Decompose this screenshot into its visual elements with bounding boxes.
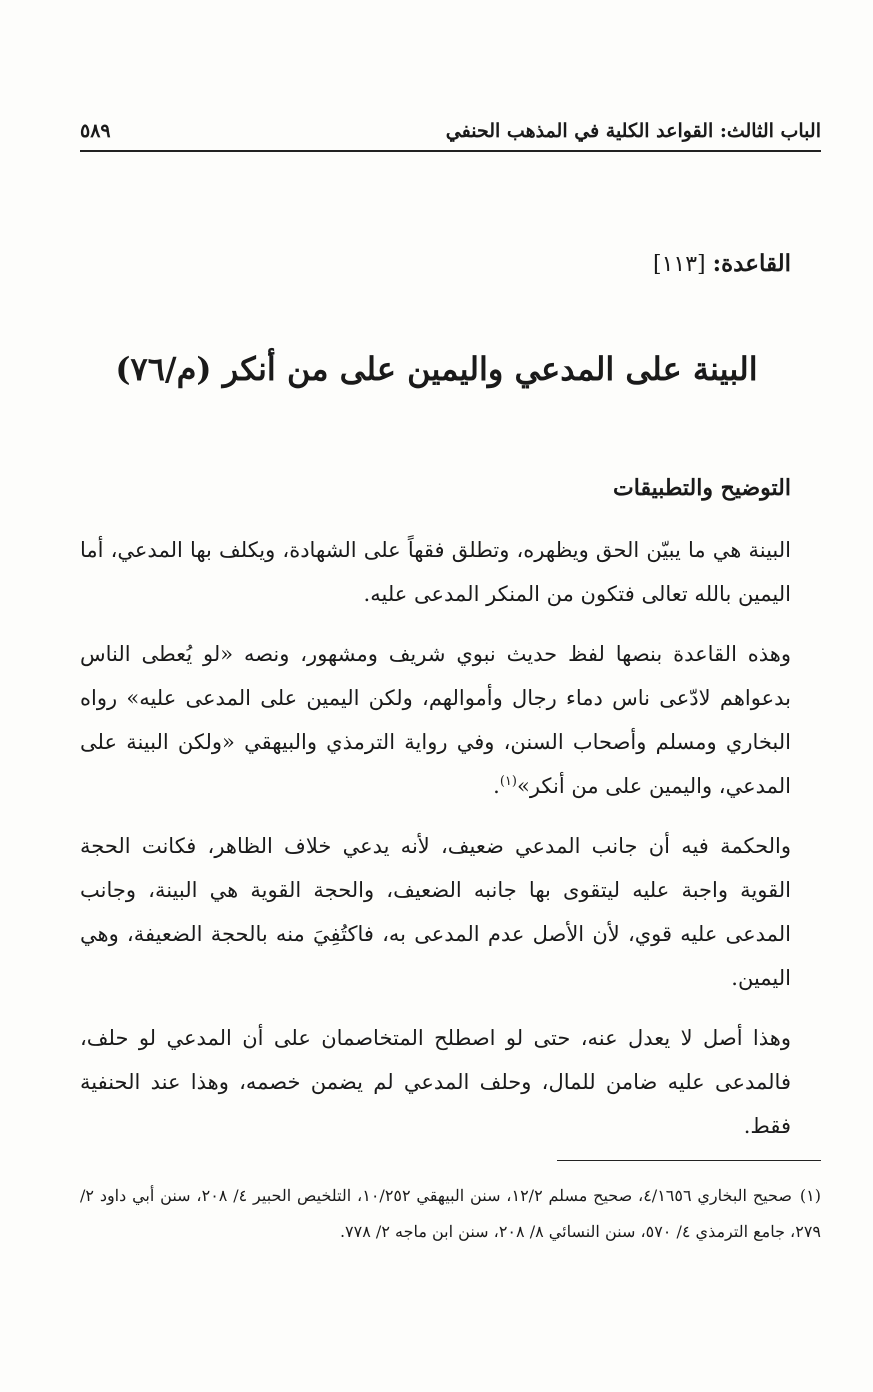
section-heading: التوضيح والتطبيقات <box>613 475 791 501</box>
paragraph <box>80 528 791 616</box>
body-text <box>80 528 791 1164</box>
paragraph <box>80 824 791 1000</box>
paragraph-text: وهذا أصل لا يعدل عنه، حتى لو اصطلح المتخاصمان على أن المدعي لو حلف، فالمدعى عليه ضامن للمال، وحلف المدعي لم يضمن خصمه، وهذا عند الحنفية فقط. <box>80 1026 791 1138</box>
rule-label <box>653 250 791 277</box>
footnote-divider <box>557 1160 821 1161</box>
paragraph-text: البينة هي ما يبيّن الحق ويظهره، وتطلق فقهاً على الشهادة، ويكلف بها المدعي، أما اليمين بالله تعالى فتكون من المنكر المدعى عليه. <box>80 538 791 606</box>
running-title: الباب الثالث: القواعد الكلية في المذهب الحنفي <box>445 120 821 142</box>
paragraph-text: والحكمة فيه أن جانب المدعي ضعيف، لأنه يدعي خلاف الظاهر، فكانت الحجة القوية واجبة عليه ليتقوى بها جانبه الضعيف، والحجة القوية هي البينة، وجانب المدعى عليه قوي، لأن الأصل عدم المدعى به، فاكتُفِيَ منه بالحجة الضعيفة، وهي اليمين. <box>80 834 791 990</box>
paragraph <box>80 632 791 808</box>
rule-number: [١١٣] <box>652 252 706 277</box>
footnote-reference[interactable]: (١) <box>499 774 517 789</box>
rule-title: البينة على المدعي واليمين على من أنكر (م/٧٦) <box>115 350 758 388</box>
footnote-number: (١) <box>799 1186 822 1205</box>
footnote-text: صحيح البخاري ٤/١٦٥٦، صحيح مسلم ١٢/٢، سنن البيهقي ١٠/٢٥٢، التلخيص الحبير ٤/ ٢٠٨، سنن أبي داود ٢/ ٢٧٩، جامع الترمذي ٤/ ٥٧٠، سنن النسائي ٨/ ٢٠٨، سنن ابن ماجه ٢/ ٧٧٨. <box>80 1186 821 1241</box>
paragraph-tail: . <box>493 774 500 798</box>
running-header <box>80 112 821 152</box>
footnote <box>80 1178 821 1250</box>
page-number: ٥٨٩ <box>80 120 111 142</box>
rule-label-text: القاعدة: <box>712 250 791 277</box>
paragraph-text: وهذه القاعدة بنصها لفظ حديث نبوي شريف ومشهور، ونصه «لو يُعطى الناس بدعواهم لادّعى ناس دماء رجال وأموالهم، ولكن اليمين على المدعى عليه» رواه البخاري ومسلم وأصحاب السنن، وفي رواية الترمذي والبيهقي «ولكن البينة على المدعي، واليمين على من أنكر» <box>80 642 791 798</box>
paragraph <box>80 1016 791 1148</box>
